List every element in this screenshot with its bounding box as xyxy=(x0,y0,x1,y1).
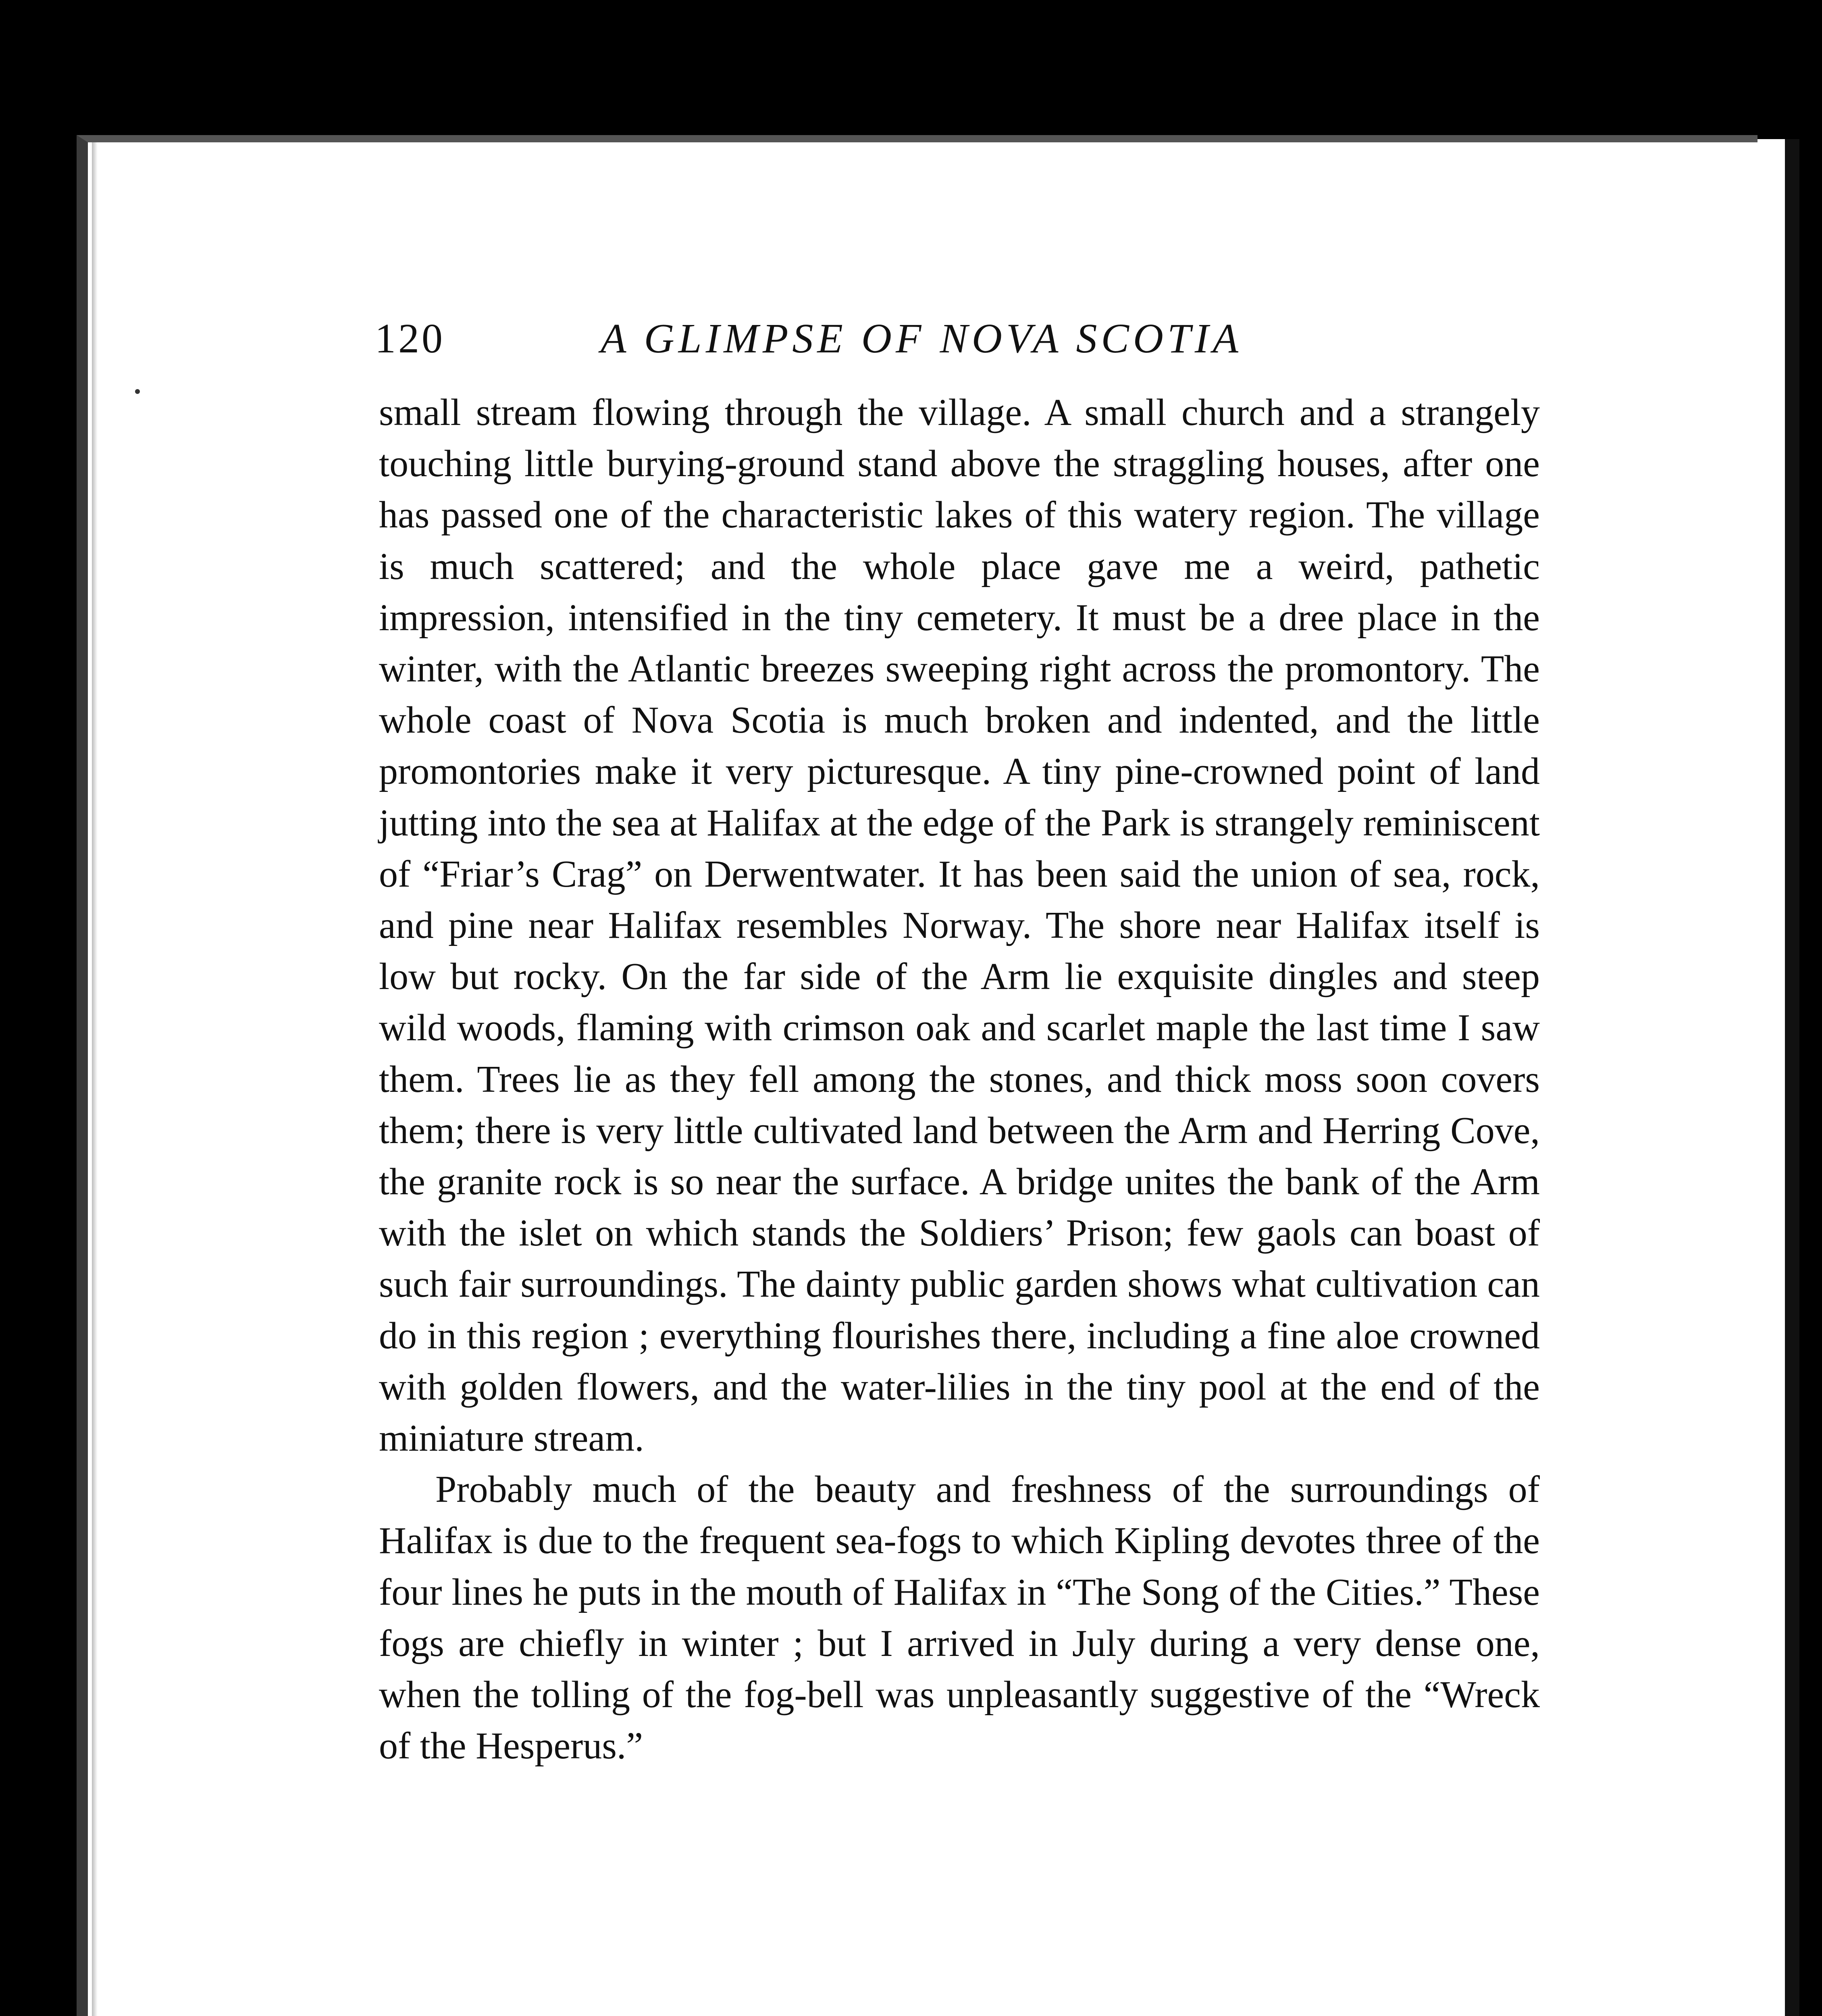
paragraph-1: small stream flowing through the village. A small church and a strangely touching little burying-ground stand above the straggling houses, after one has passed one of the characteristic lakes of this watery region. The village is much scattered; and the whole place gave me a weird, pathetic impression, intensified in the tiny cemetery. It must be a dree place in the winter, with the Atlantic breezes sweeping right across the promontory. The whole coast of Nova Scotia is much broken and indented, and the little promontories make it very picturesque. A tiny pine-crowned point of land jutting into the sea at Halifax at the edge of the Park is strangely reminiscent of “Friar’s Crag” on Derwentwater. It has been said the union of sea, rock, and pine near Halifax resembles Norway. The shore near Halifax itself is low but rocky. On the far side of the Arm lie exquisite dingles and steep wild woods, flaming with crimson oak and scarlet maple the last time I saw them. Trees lie as they fell among the stones, and thick moss soon covers them; there is very little cultivated land between the Arm and Herring Cove, the granite rock is so near the surface. A bridge unites the bank of the Arm with the islet on which stands the Soldiers’ Prison; few gaols can boast of such fair surroundings. The dainty public garden shows what cultivation can do in this region ; everything flourishes there, including a fine aloe crowned with golden flowers, and the water-lilies in the tiny pool at the end of the miniature stream. xyxy=(379,392,1540,1460)
page-number: 120 xyxy=(375,315,445,362)
body-text xyxy=(379,387,1540,1772)
dust-speck xyxy=(135,389,140,394)
paragraph-2: Probably much of the beauty and freshness of the surroundings of Halifax is due to the frequent sea-fogs to which Kipling devotes three of the four lines he puts in the mouth of Halifax in “The Song of the Cities.” These fogs are chiefly in winter ; but I arrived in July during a very dense one, when the tolling of the fog-bell was unpleasantly suggestive of the “Wreck of the Hesperus.” xyxy=(379,1468,1540,1767)
book-title: A GLIMPSE OF NOVA SCOTIA xyxy=(601,315,1242,362)
running-head xyxy=(375,314,1544,371)
